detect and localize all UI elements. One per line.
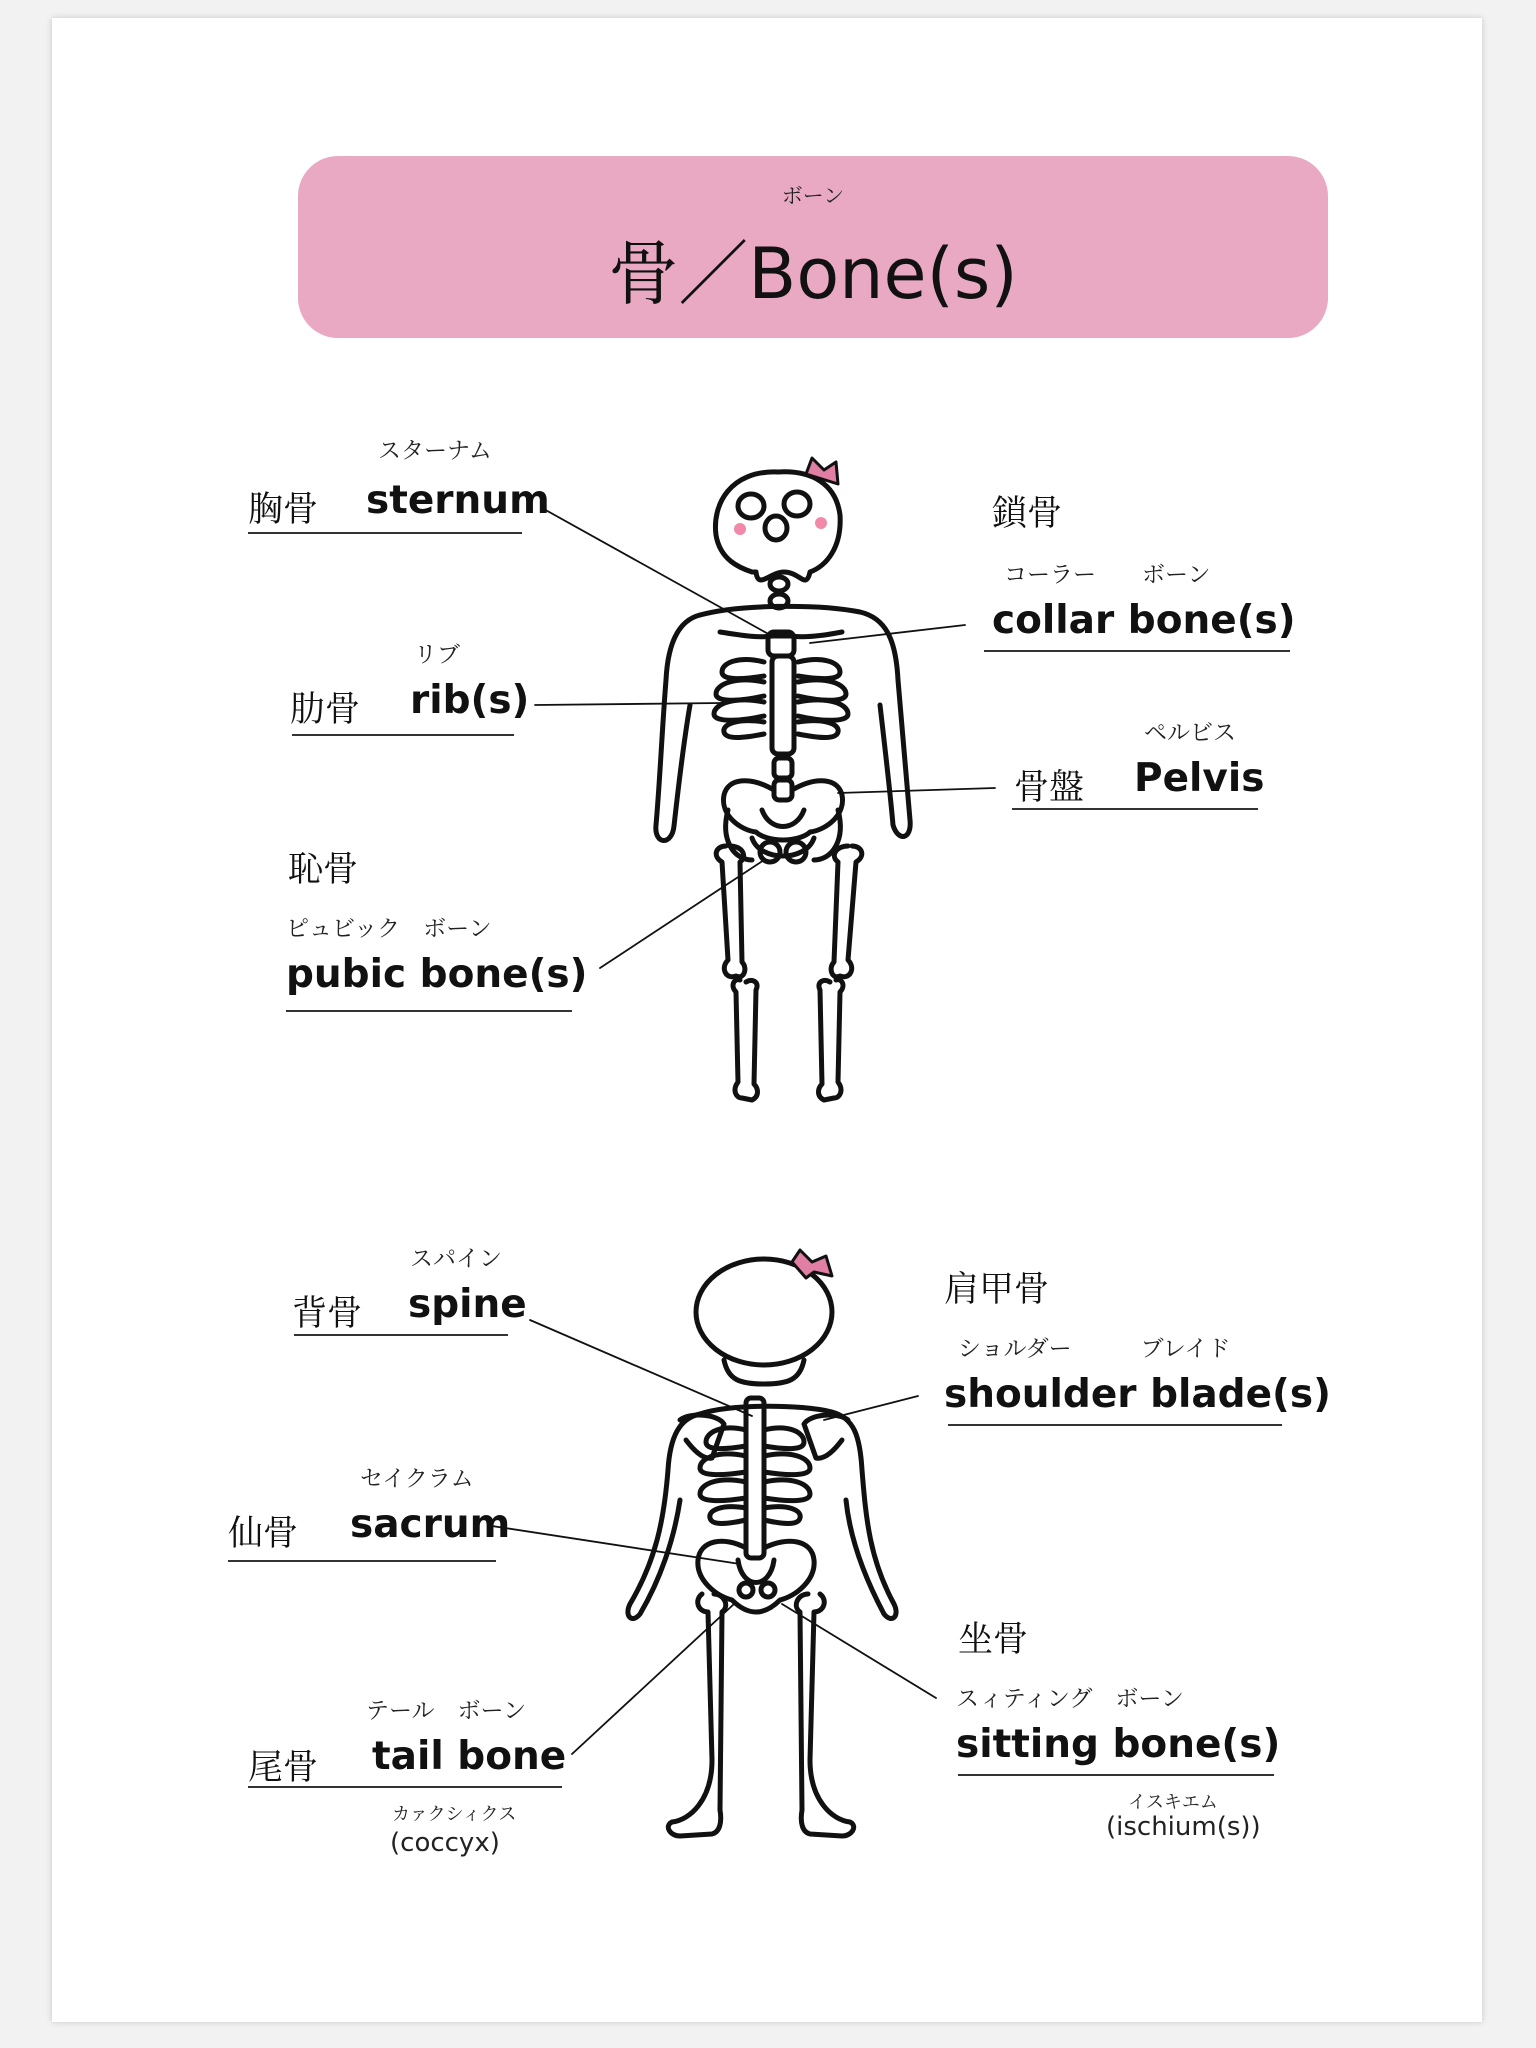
- pelvis-english: Pelvis: [1134, 756, 1265, 801]
- title-ruby: ボーン: [781, 184, 845, 208]
- tail-underline: [248, 1786, 562, 1788]
- pelvis-kanji: 骨盤: [1014, 768, 1085, 808]
- rib-leader: [535, 703, 722, 705]
- rib-english: rib(s): [410, 678, 530, 723]
- rib-underline: [292, 734, 514, 736]
- sacrum-ruby: セイクラム: [360, 1466, 474, 1492]
- sternum-english: sternum: [366, 478, 550, 523]
- shoulder-ruby: ショルダー ブレイド: [958, 1336, 1231, 1362]
- rib-kanji: 肋骨: [290, 690, 361, 730]
- pubic-underline: [286, 1010, 572, 1012]
- shoulder-underline: [948, 1424, 1282, 1426]
- collar-ruby: コーラー ボーン: [1004, 562, 1211, 588]
- sitting-kanji: 坐骨: [958, 1620, 1029, 1660]
- shoulder-english: shoulder blade(s): [944, 1372, 1331, 1417]
- spine-kanji: 背骨: [292, 1294, 363, 1334]
- ischium-ruby: イスキエム: [1128, 1792, 1218, 1813]
- sternum-ruby: スターナム: [378, 438, 492, 464]
- sitting-leader: [782, 1604, 936, 1698]
- pubic-english: pubic bone(s): [286, 952, 588, 997]
- collar-english: collar bone(s): [992, 598, 1296, 643]
- spine-underline: [294, 1334, 508, 1336]
- sacrum-english: sacrum: [350, 1502, 511, 1547]
- spine-english: spine: [408, 1282, 527, 1327]
- spine-ruby: スパイン: [410, 1246, 502, 1272]
- coccyx-note: (coccyx): [390, 1828, 500, 1858]
- sitting-underline: [958, 1774, 1274, 1776]
- pelvis-underline: [1012, 808, 1258, 810]
- collar-kanji: 鎖骨: [992, 494, 1063, 534]
- sitting-english: sitting bone(s): [956, 1722, 1281, 1767]
- back-bow-icon: [792, 1250, 832, 1278]
- tail-english: tail bone: [372, 1734, 567, 1779]
- sacrum-kanji: 仙骨: [228, 1514, 299, 1554]
- shoulder-leader: [824, 1396, 918, 1420]
- page-title: 骨／Bone(s): [608, 233, 1018, 315]
- tail-ruby: テール ボーン: [366, 1698, 527, 1724]
- pubic-kanji: 恥骨: [288, 850, 359, 890]
- sitting-ruby: スィティング ボーン: [956, 1686, 1184, 1712]
- coccyx-ruby: カァクシィクス: [392, 1804, 517, 1825]
- sacrum-underline: [228, 1560, 496, 1562]
- pubic-ruby: ピュビック ボーン: [286, 916, 492, 942]
- sternum-underline: [248, 532, 522, 534]
- rib-ruby: リブ: [414, 642, 460, 668]
- pelvis-leader: [838, 788, 995, 793]
- pelvis-ruby: ペルビス: [1144, 720, 1236, 746]
- collar-underline: [984, 650, 1290, 652]
- spine-leader: [530, 1320, 752, 1416]
- tail-kanji: 尾骨: [248, 1748, 319, 1788]
- front-skeleton: [535, 472, 995, 1100]
- front-bow-icon: [806, 458, 838, 484]
- ischium-note: (ischium(s)): [1106, 1812, 1261, 1842]
- sternum-kanji: 胸骨: [248, 490, 319, 530]
- shoulder-kanji: 肩甲骨: [944, 1270, 1050, 1310]
